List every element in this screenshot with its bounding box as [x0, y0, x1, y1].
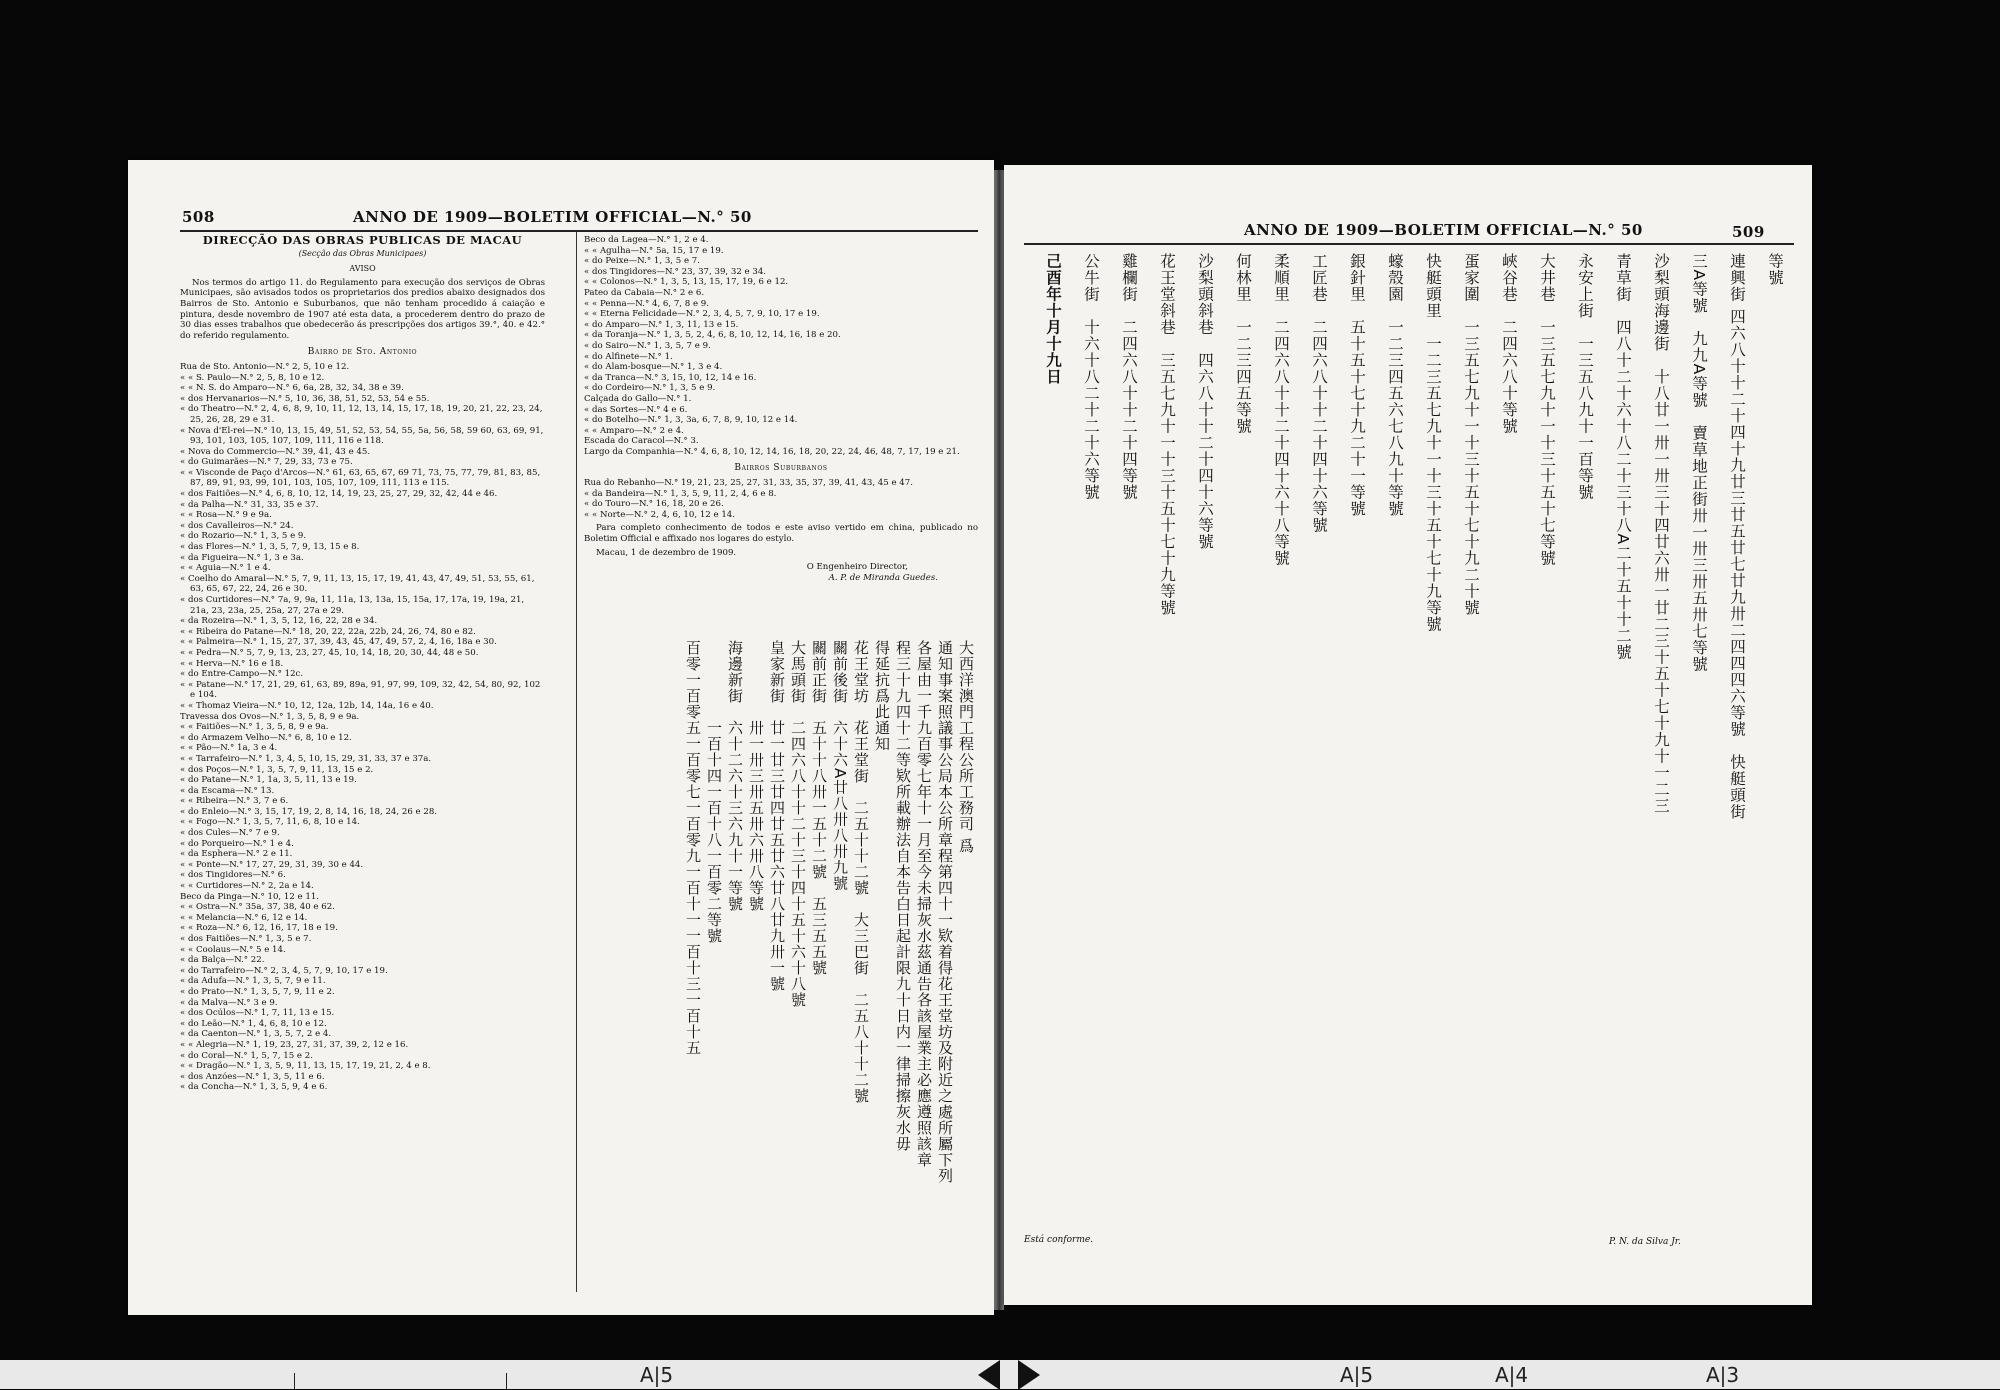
- cjk-column: 雞欄街 二四六八十十二十四等號: [1120, 253, 1138, 501]
- street-entry: « do Sairo—N.° 1, 3, 5, 7 e 9.: [584, 340, 711, 351]
- cjk-column: 大西洋澳門工程公所工務司 爲: [957, 640, 975, 854]
- cjk-column: 得延抗爲此通知: [873, 640, 891, 752]
- running-head-left: ANNO DE 1909—BOLETIM OFFICIAL—N.° 50: [353, 208, 752, 226]
- cjk-column: 公牛街 十六十八二十二十六等號: [1082, 253, 1100, 501]
- cjk-column: 蠔殼園 一二三四五六七八九十等號: [1386, 253, 1404, 517]
- travessa-entry: « do Porqueiro—N.° 1 e 4.: [180, 838, 294, 849]
- street-entry: « dos Curtidores—N.° 7a, 9, 9a, 11, 11a, 13, 13a, 15, 15a, 17, 17a, 19, 19a, 21, 21a, 23, 23a, 25, 25a, 27, 27a e 29.: [180, 595, 525, 616]
- street-entry: « dos Cavalleiros—N.° 24.: [180, 520, 294, 531]
- conformity-note-right: Está conforme.: [1024, 1235, 1094, 1245]
- travessa-entry: « « Faitiões—N.° 1, 3, 5, 8, 9 e 9a.: [180, 722, 329, 733]
- beco-entry: « do Coral—N.° 1, 5, 7, 15 e 2.: [180, 1050, 313, 1061]
- page-number-right: 509: [1732, 223, 1765, 241]
- travessa-entry: « da Esphera—N.° 2 e 11.: [180, 849, 293, 860]
- cjk-column: 通知事案照議事公局本公所章程第四十一欵着得花王堂坊及附近之處所屬下列: [936, 640, 954, 1184]
- street-list-1: [180, 362, 545, 712]
- cjk-column: 海邊新街 六十二六十三六九十一等號: [726, 640, 744, 912]
- beco-entry: « do Tarrafeiro—N.° 2, 3, 4, 5, 7, 9, 10, 17 e 19.: [180, 965, 388, 976]
- street-entry: « Coelho do Amaral—N.° 5, 7, 9, 11, 13, 15, 17, 19, 41, 43, 47, 49, 51, 53, 55, 61, 63, 65, 67, 22, 24, 26 e 30.: [180, 573, 535, 595]
- street-entry: « do Entre-Campo—N.° 12c.: [180, 669, 304, 680]
- street-entry: « do Guimarães—N.° 7, 29, 33, 73 e 75.: [180, 457, 353, 468]
- street-entry: « do Cordeiro—N.° 1, 3, 5 e 9.: [584, 383, 716, 394]
- cjk-column: 沙梨頭海邊街 十八廿一卅一卅三十四廿六卅一廿二三十五十七十九十一二三: [1652, 253, 1670, 814]
- header-rule-left: [180, 230, 978, 232]
- cjk-column: 花王堂斜巷 三五七九十一十三十五十七十九等號: [1158, 253, 1176, 616]
- notice-title: DIRECÇÃO DAS OBRAS PUBLICAS DE MACAU: [202, 233, 523, 247]
- travessa-entry: « « Pão—N.° 1a, 3 e 4.: [180, 743, 278, 754]
- street-entry: « do Peixe—N.° 1, 3, 5 e 7.: [584, 256, 700, 267]
- signer-name: A. P. de Miranda Guedes.: [828, 572, 938, 583]
- street-entry: « Nova do Commercio—N.° 39, 41, 43 e 45.: [180, 446, 371, 457]
- street-entry: « « Norte—N.° 2, 4, 6, 10, 12 e 14.: [584, 509, 735, 520]
- cjk-column: 三A等號 九九A等號 賣草地正街卅一卅三卅五卅七等號: [1690, 253, 1708, 673]
- cjk-column: 蛋家圍 一三五七九十一十三十五十七十九二十號: [1462, 253, 1480, 616]
- cjk-column: 關前後街 六十六A廿八卅八卅九號: [831, 640, 849, 892]
- beco-entry: « « Coolaus—N.° 5 e 14.: [180, 944, 286, 955]
- travessa-entry: « « Ponte—N.° 17, 27, 29, 31, 39, 30 e 44.: [180, 859, 364, 870]
- beco-entry: « do Leão—N.° 1, 4, 6, 8, 10 e 12.: [180, 1018, 327, 1029]
- beco-entry: « da Adufa—N.° 1, 3, 5, 7, 9 e 11.: [180, 976, 326, 987]
- cjk-column: 關前正街 五十十八卅一五十二號 五三五五號: [810, 640, 828, 976]
- cjk-column: 連興街 四六八十十二十四十九廿三廿五廿七廿九卅二四四四六等號 快艇頭街: [1728, 253, 1746, 820]
- street-entry: « « Colonos—N.° 1, 3, 5, 13, 15, 17, 19, 6 e 12.: [584, 277, 789, 288]
- street-entry: Rua de Sto. Antonio—N.° 2, 5, 10 e 12.: [180, 361, 350, 372]
- film-edge-mark: A|5: [1340, 1363, 1374, 1387]
- travessa-entry: « do Armazem Velho—N.° 6, 8, 10 e 12.: [180, 732, 352, 743]
- street-entry: « da Figueira—N.° 1, 3 e 3a.: [180, 552, 304, 563]
- cjk-column: 一百十四一百十八一百零二等號: [705, 640, 723, 944]
- travessa-entry: « dos Poços—N.° 1, 3, 5, 7, 9, 11, 13, 15 e 2.: [180, 764, 374, 775]
- street-entry: « « Patane—N.° 17, 21, 29, 61, 63, 89, 89a, 91, 97, 99, 109, 32, 42, 54, 80, 92, 102 e 104.: [180, 679, 541, 701]
- film-edge-mark: A|5: [640, 1363, 674, 1387]
- left-page: [128, 160, 994, 1315]
- street-entry: « « Aguia—N.° 1 e 4.: [180, 563, 271, 574]
- beco-entry: « da Caenton—N.° 1, 3, 5, 7, 2 e 4.: [180, 1029, 332, 1040]
- beco-entry: « « Roza—N.° 6, 12, 16, 17, 18 e 19.: [180, 923, 338, 934]
- notice-column-2: [584, 235, 978, 583]
- cjk-column: 大馬頭街 二四六八十十二十三十四十五十六十八號: [789, 640, 807, 1008]
- street-entry: « « S. Paulo—N.° 2, 5, 8, 10 e 12.: [180, 372, 325, 383]
- film-edge-mark: A|3: [1706, 1363, 1740, 1387]
- cjk-column: 銀針里 五十五十七十九二十一等號: [1348, 253, 1366, 517]
- film-edge-tick: [506, 1373, 507, 1389]
- cjk-date-column: 己酉年十月十九日: [1044, 253, 1062, 385]
- street-entry: Beco da Lagea—N.° 1, 2 e 4.: [584, 235, 709, 245]
- street-entry: « da Palha—N.° 31, 33, 35 e 37.: [180, 499, 319, 510]
- beco-entry: « dos Ocúlos—N.° 1, 7, 11, 13 e 15.: [180, 1008, 335, 1019]
- street-entry: « do Theatro—N.° 2, 4, 6, 8, 9, 10, 11, 12, 13, 14, 15, 17, 18, 19, 20, 21, 22, 23, 24, 25, 26, 28, 29 e 31.: [180, 404, 543, 425]
- travessa-entry: « dos Tingidores—N.° 6.: [180, 870, 286, 881]
- street-entry: « « Herva—N.° 16 e 18.: [180, 658, 284, 669]
- beco-entry: « « Ostra—N.° 35a, 37, 38, 40 e 62.: [180, 902, 335, 913]
- closing-text: Para completo conhecimento de todos e este aviso vertido em china, publicado no Boletim Official e affixado nos logares do estylo.: [584, 523, 978, 545]
- travessa-entry: « da Escama—N.° 13.: [180, 785, 275, 796]
- beco-entry: « « Alegria—N.° 1, 19, 23, 27, 31, 37, 39, 2, 12 e 16.: [180, 1039, 409, 1050]
- signer-role: O Engenheiro Director,: [806, 562, 908, 573]
- running-head-right: ANNO DE 1909—BOLETIM OFFICIAL—N.° 50: [1244, 221, 1643, 239]
- cjk-column: 程三十九四十二等欵所載辦法自本告白日起計限九十日内一律掃擦灰水毋: [894, 640, 912, 1152]
- street-entry: « da Tranca—N.° 3, 15, 10, 12, 14 e 16.: [584, 372, 757, 383]
- street-entry: « do Botelho—N.° 1, 3, 3a, 6, 7, 8, 9, 10, 12 e 14.: [584, 415, 798, 426]
- cjk-column: 快艇頭里 一二三五七九十一十三十五十七十九等號: [1424, 253, 1442, 633]
- cjk-column: 柔順里 二四六八十十二十四十六十八等號: [1272, 253, 1290, 567]
- street-entry: « do Alfinete—N.° 1.: [584, 351, 673, 362]
- street-entry: « do Touro—N.° 16, 18, 20 e 26.: [584, 499, 724, 510]
- cjk-column: 峽谷巷 二四六八十等號: [1500, 253, 1518, 435]
- street-entry: Pateo da Cabaia—N.° 2 e 6.: [584, 287, 705, 298]
- cjk-column: 工匠巷 二四六八十十二十四十六等號: [1310, 253, 1328, 534]
- street-entry: « da Toranja—N.° 1, 3, 5, 2, 4, 6, 8, 10, 12, 14, 16, 18 e 20.: [584, 330, 841, 341]
- cjk-column: 何林里 一二三四五等號: [1234, 253, 1252, 435]
- street-entry: « dos Faitiões—N.° 4, 6, 8, 10, 12, 14, 19, 23, 25, 27, 29, 32, 42, 44 e 46.: [180, 489, 498, 500]
- travessa-heading: Travessa dos Ovos—N.° 1, 3, 5, 8, 9 e 9a.: [180, 711, 360, 722]
- header-rule-right: [1024, 243, 1794, 245]
- street-entry: Rua do Rebanho—N.° 19, 21, 23, 25, 27, 31, 33, 35, 37, 39, 41, 43, 45 e 47.: [584, 478, 913, 489]
- beco-entry: « « Melancia—N.° 6, 12 e 14.: [180, 912, 308, 923]
- cjk-column: 青草街 四八十二十六十八二十三十八A二十五十十二號: [1614, 253, 1632, 661]
- beco-entry: « dos Anzóes—N.° 1, 3, 5, 11 e 6.: [180, 1071, 325, 1082]
- street-entry: « dos Tingidores—N.° 23, 37, 39, 32 e 34.: [584, 266, 767, 277]
- street-entry: « « Penna—N.° 4, 6, 7, 8 e 9.: [584, 298, 709, 309]
- signature-right: P. N. da Silva Jr.: [1609, 1237, 1681, 1247]
- chinese-notice-left: [588, 640, 976, 1260]
- street-entry: « « Thomaz Vieira—N.° 10, 12, 12a, 12b, 14, 14a, 16 e 40.: [180, 700, 434, 711]
- arrow-right-icon: [1018, 1360, 1040, 1390]
- street-entry: « do Rozario—N.° 1, 3, 5 e 9.: [180, 531, 307, 542]
- street-entry: « « Rosa—N.° 9 e 9a.: [180, 510, 272, 521]
- street-entry: Calçada do Gallo—N.° 1.: [584, 393, 692, 404]
- travessa-entry: « « Curtidores—N.° 2, 2a e 14.: [180, 881, 314, 892]
- street-entry: « « Agulha—N.° 5a, 15, 17 e 19.: [584, 245, 724, 256]
- beco-list: [180, 892, 545, 1093]
- arrow-left-icon: [978, 1360, 1000, 1390]
- section-heading-suburbanos: Bairros Suburbanos: [734, 463, 828, 474]
- film-edge-strip: [0, 1360, 2000, 1389]
- page-number-left: 508: [182, 208, 215, 226]
- aviso-text: Nos termos do artigo 11. do Regulamento para execução dos serviços de Obras Municipaes, são avisados todos os proprietarios dos predios abaixo designados dos Bairros de Sto. Antonio e Suburbanos, que não tenham procedido á caiação e pintura, desde novembro de 1907 até esta data, a procederem dentro do prazo de 30 dias esses trabalhos que obedecerão ás prescripções dos artigos 39.°, 40. e 42.° do referido regulamento.: [180, 277, 545, 341]
- cjk-column: 永安上街 一三五八九十一百等號: [1576, 253, 1594, 501]
- street-entry: Largo da Companhia—N.° 4, 6, 8, 10, 12, 14, 16, 18, 20, 22, 24, 46, 48, 7, 17, 19 e 21.: [584, 446, 960, 457]
- travessa-entry: « do Enleio—N.° 3, 15, 17, 19, 2, 8, 14, 16, 18, 24, 26 e 28.: [180, 806, 438, 817]
- street-entry: « dos Hervanarios—N.° 5, 10, 36, 38, 51, 52, 53, 54 e 55.: [180, 393, 430, 404]
- street-entry: « « Palmeira—N.° 1, 15, 27, 37, 39, 43, 45, 47, 49, 57, 2, 4, 16, 18a e 30.: [180, 637, 497, 648]
- column-divider: [576, 232, 577, 1292]
- street-entry: « « Pedra—N.° 5, 7, 9, 13, 23, 27, 45, 10, 14, 18, 20, 30, 44, 48 e 50.: [180, 647, 479, 658]
- beco-entry: « da Malva—N.° 3 e 9.: [180, 997, 278, 1008]
- cjk-column: 卅一卅三卅五卅六卅八等號: [747, 640, 765, 912]
- aviso-label: AVISO: [349, 264, 376, 274]
- cjk-column: 大井巷 一三五七九十一十三十五十七等號: [1538, 253, 1556, 567]
- street-entry: « « Visconde de Paço d'Arcos—N.° 61, 63, 65, 67, 69 71, 73, 75, 77, 79, 81, 83, 85, 87, 89, 91, 93, 99, 101, 103, 105, 107, 109, 111, 113 e 115.: [180, 467, 541, 489]
- beco-entry: « da Concha—N.° 1, 3, 5, 9, 4 e 6.: [180, 1082, 328, 1093]
- travessa-entry: « « Fogo—N.° 1, 3, 5, 7, 11, 6, 8, 10 e 14.: [180, 817, 360, 828]
- travessa-list: [180, 712, 545, 892]
- right-page: [1004, 165, 1812, 1305]
- travessa-entry: « dos Cules—N.° 7 e 9.: [180, 828, 280, 839]
- cjk-column: 花王堂坊 花王堂街 二五十十二號 大三巴街 二五八十十二號: [852, 640, 870, 1104]
- street-entry: « do Amparo—N.° 1, 3, 11, 13 e 15.: [584, 319, 739, 330]
- cjk-column: 等號: [1766, 253, 1784, 286]
- travessa-entry: « « Ribeira—N.° 3, 7 e 6.: [180, 796, 289, 807]
- cjk-column: 各屋由一千九百零七年十一月至今未掃灰水茲通告各該屋業主必應遵照該章: [915, 640, 933, 1168]
- street-entry: « « N. S. do Amparo—N.° 6, 6a, 28, 32, 34, 38 e 39.: [180, 383, 404, 394]
- place-date: Macau, 1 de dezembro de 1909.: [596, 547, 737, 558]
- street-entry: « « Eterna Felicidade—N.° 2, 3, 4, 5, 7, 9, 10, 17 e 19.: [584, 309, 820, 320]
- street-entry: « da Bandeira—N.° 1, 3, 5, 9, 11, 2, 4, 6 e 8.: [584, 488, 777, 499]
- travessa-entry: « « Tarrafeiro—N.° 1, 3, 4, 5, 10, 15, 29, 31, 33, 37 e 37a.: [180, 753, 432, 764]
- street-entry: « das Sortes—N.° 4 e 6.: [584, 404, 688, 415]
- cjk-column: 皇家新街 廿一廿三廿四廿五廿六廿八廿九卅一號: [768, 640, 786, 992]
- beco-heading: Beco da Pinga—N.° 10, 12 e 11.: [180, 891, 320, 902]
- beco-entry: « do Prato—N.° 1, 3, 5, 7, 9, 11 e 2.: [180, 986, 335, 997]
- section-heading-santo-antonio: Bairro de Sto. Antonio: [307, 347, 418, 358]
- book-spine: [994, 170, 1004, 1310]
- street-entry: « do Alam-bosque—N.° 1, 3 e 4.: [584, 362, 723, 373]
- street-entry: « da Rozeira—N.° 1, 3, 5, 12, 16, 22, 28 e 34.: [180, 616, 378, 627]
- beco-entry: « dos Faitiões—N.° 1, 3, 5 e 7.: [180, 934, 312, 944]
- travessa-entry: « do Patane—N.° 1, 1a, 3, 5, 11, 13 e 19.: [180, 775, 357, 786]
- chinese-street-list-right: [1024, 253, 1794, 1243]
- street-entry: « « Amparo—N.° 2 e 4.: [584, 425, 684, 436]
- street-entry: Escada do Caracol—N.° 3.: [584, 436, 699, 447]
- cjk-column: 沙梨頭斜巷 四六八十十二十四十六等號: [1196, 253, 1214, 550]
- notice-subtitle: (Secção das Obras Municipaes): [298, 248, 427, 258]
- cjk-column: 百零一百零五一百零七一百零九一百十一一百十三一百十五: [684, 640, 702, 1056]
- film-edge-tick: [294, 1373, 295, 1389]
- street-entry: « das Flores—N.° 1, 3, 5, 7, 9, 13, 15 e 8.: [180, 542, 360, 553]
- film-edge-mark: A|4: [1495, 1363, 1529, 1387]
- street-entry: « Nova d'El-rei—N.° 10, 13, 15, 49, 51, 52, 53, 54, 55, 5a, 56, 58, 59 60, 63, 69, 91, 93, 101, 103, 105, 107, 109, 111, 116 e 118.: [180, 425, 544, 447]
- beco-entry: « da Balça—N.° 22.: [180, 955, 265, 966]
- beco-entry: « « Dragão—N.° 1, 3, 5, 9, 11, 13, 15, 17, 19, 21, 2, 4 e 8.: [180, 1061, 431, 1072]
- street-entry: « « Ribeira do Patane—N.° 18, 20, 22, 22a, 22b, 24, 26, 74, 80 e 82.: [180, 626, 476, 637]
- notice-column-1: [180, 235, 545, 1093]
